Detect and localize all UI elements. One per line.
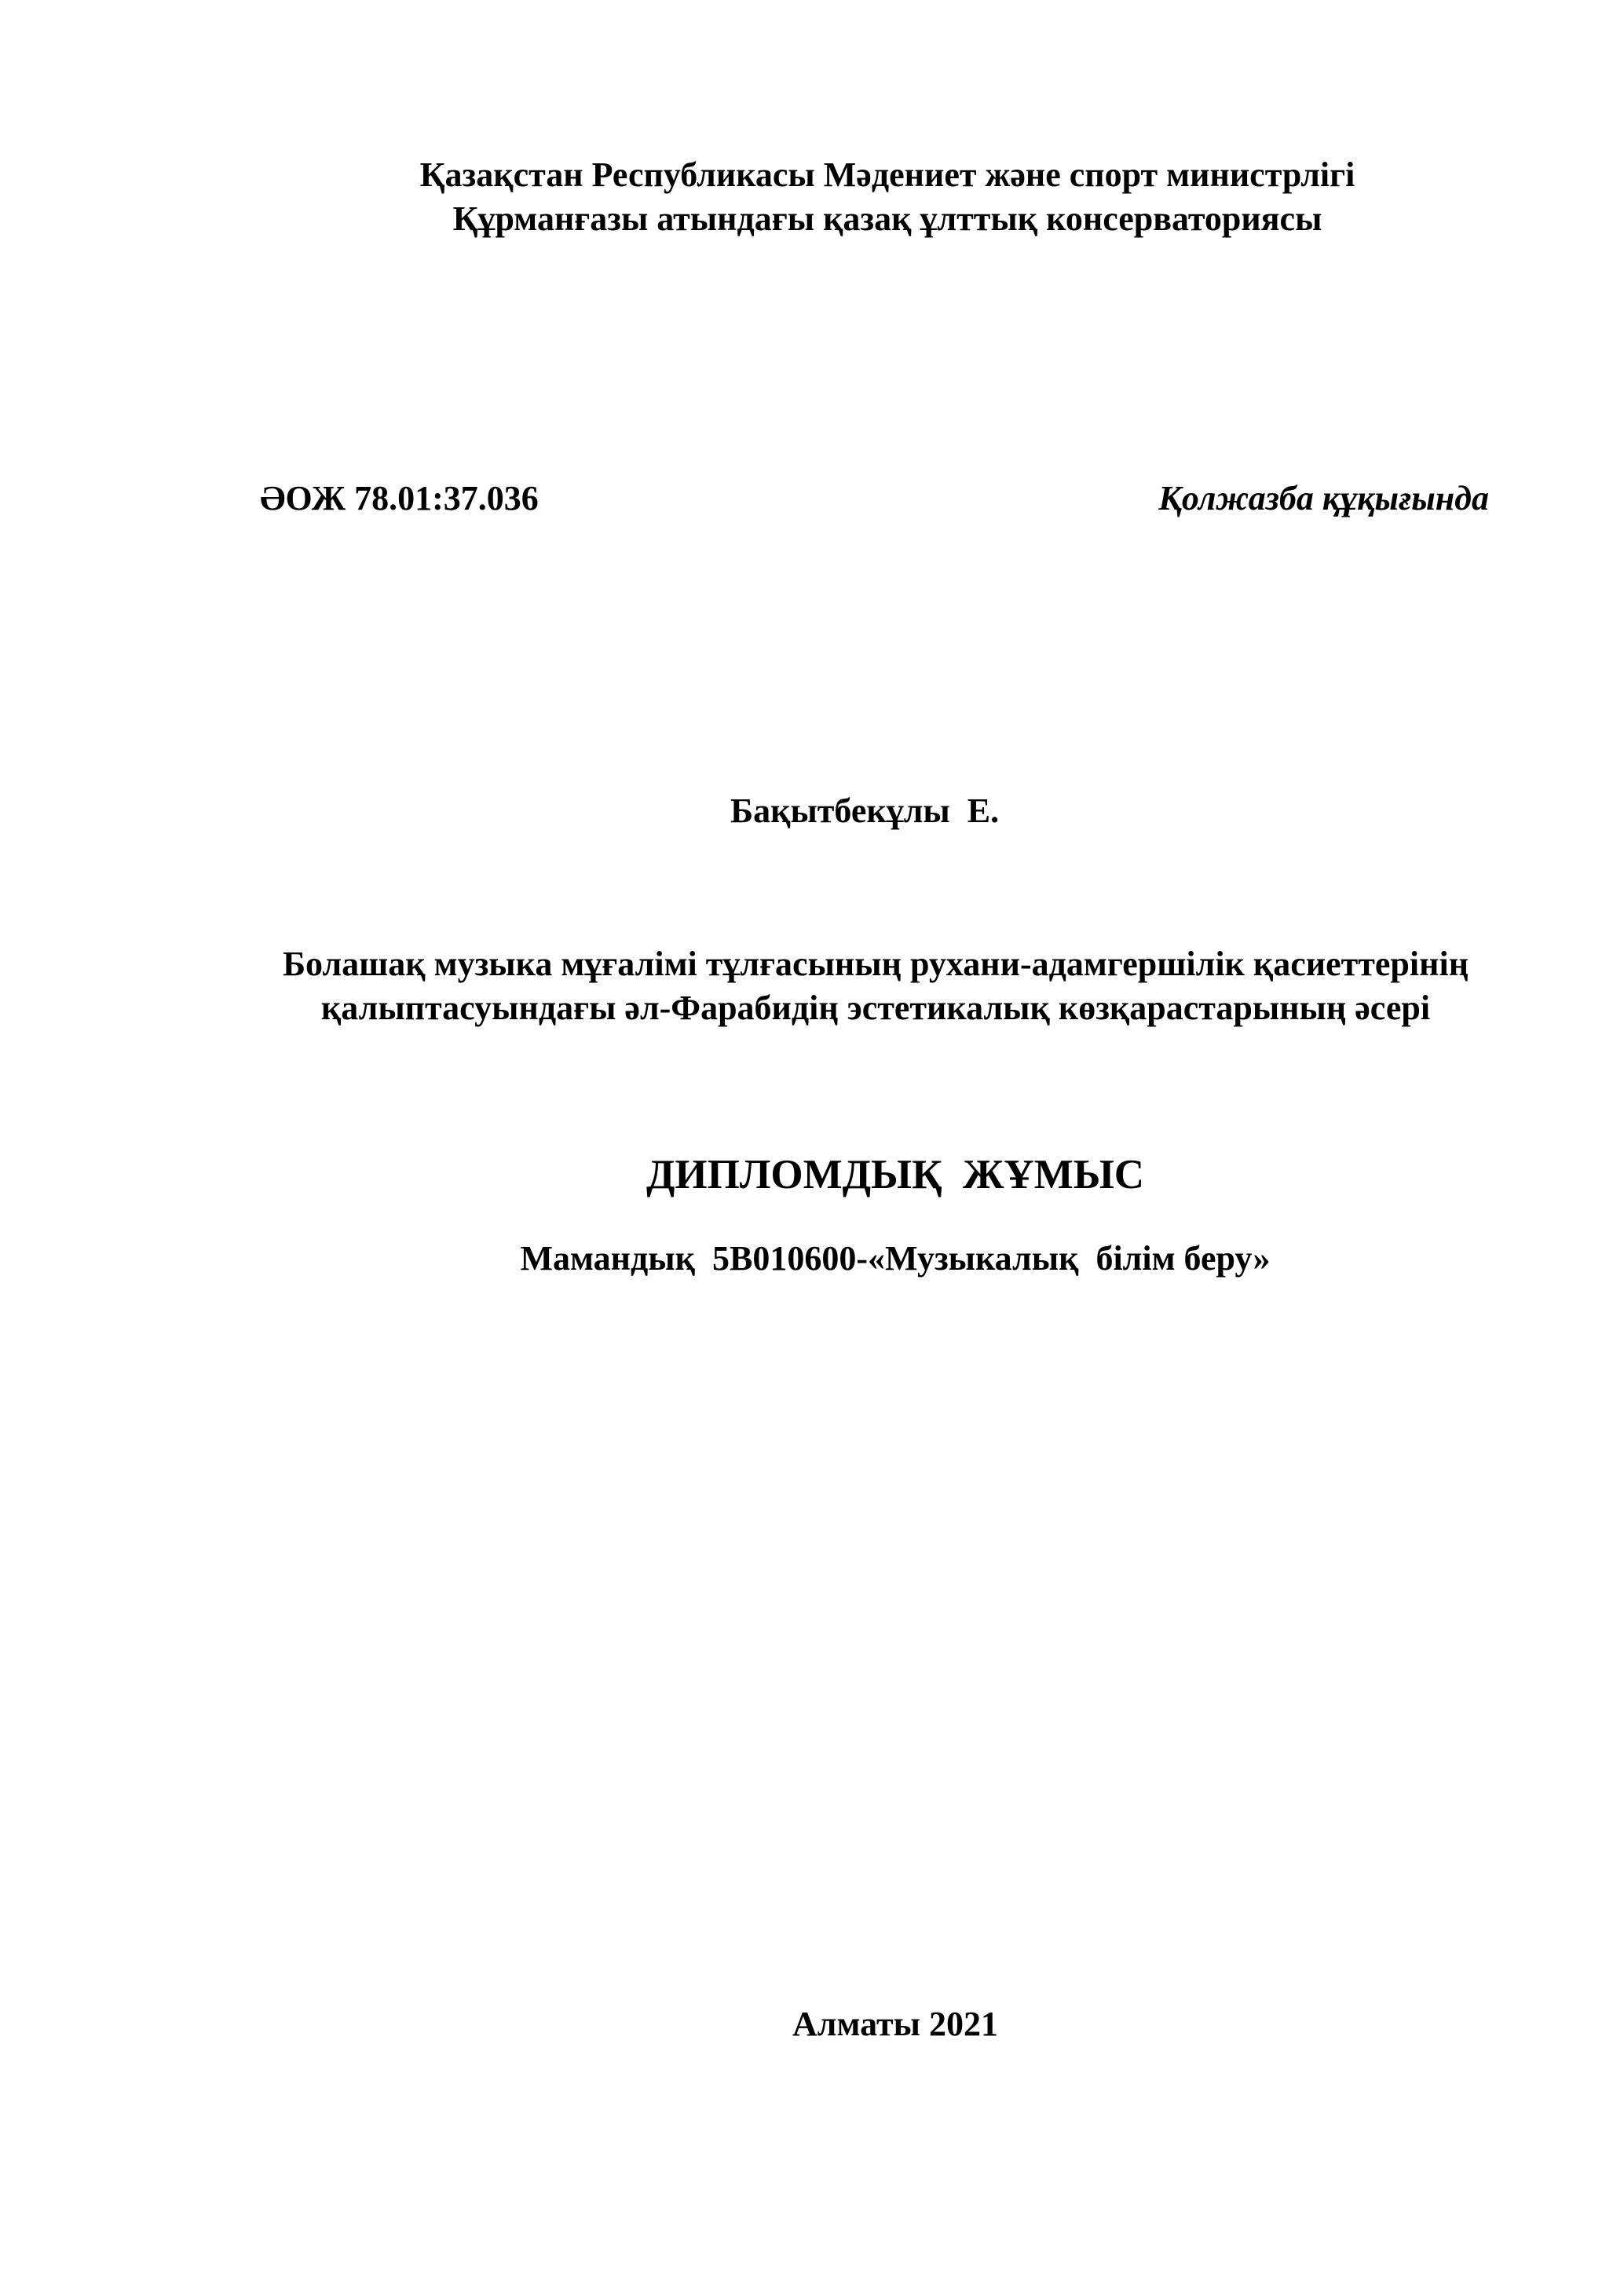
thesis-title-line-2: қалыптасуындағы әл-Фарабидің эстетикалық көзқарастарының әсері <box>320 989 1431 1027</box>
thesis-title-line-1: Болашақ музыка мұғалімі тұлғасының рухани-адамгершілік қасиеттерінің <box>282 945 1469 983</box>
city-year: Алматы 2021 <box>792 2005 998 2043</box>
manuscript-rights-label: Қолжазба құқығында <box>1158 479 1489 517</box>
udc-code: ӘОЖ 78.01:37.036 <box>260 479 539 517</box>
specialty-line: Мамандық 5В010600-«Музыкалық білім беру» <box>520 1239 1271 1278</box>
ministry-name: Қазақстан Республикасы Мәдениет және спорт министрлігі <box>419 155 1355 194</box>
institution-name: Құрманғазы атындағы қазақ ұлттық консерваториясы <box>452 199 1322 238</box>
work-type-heading: ДИПЛОМДЫҚ ЖҰМЫС <box>646 1152 1145 1197</box>
author-name: Бақытбекұлы Е. <box>730 792 1000 830</box>
